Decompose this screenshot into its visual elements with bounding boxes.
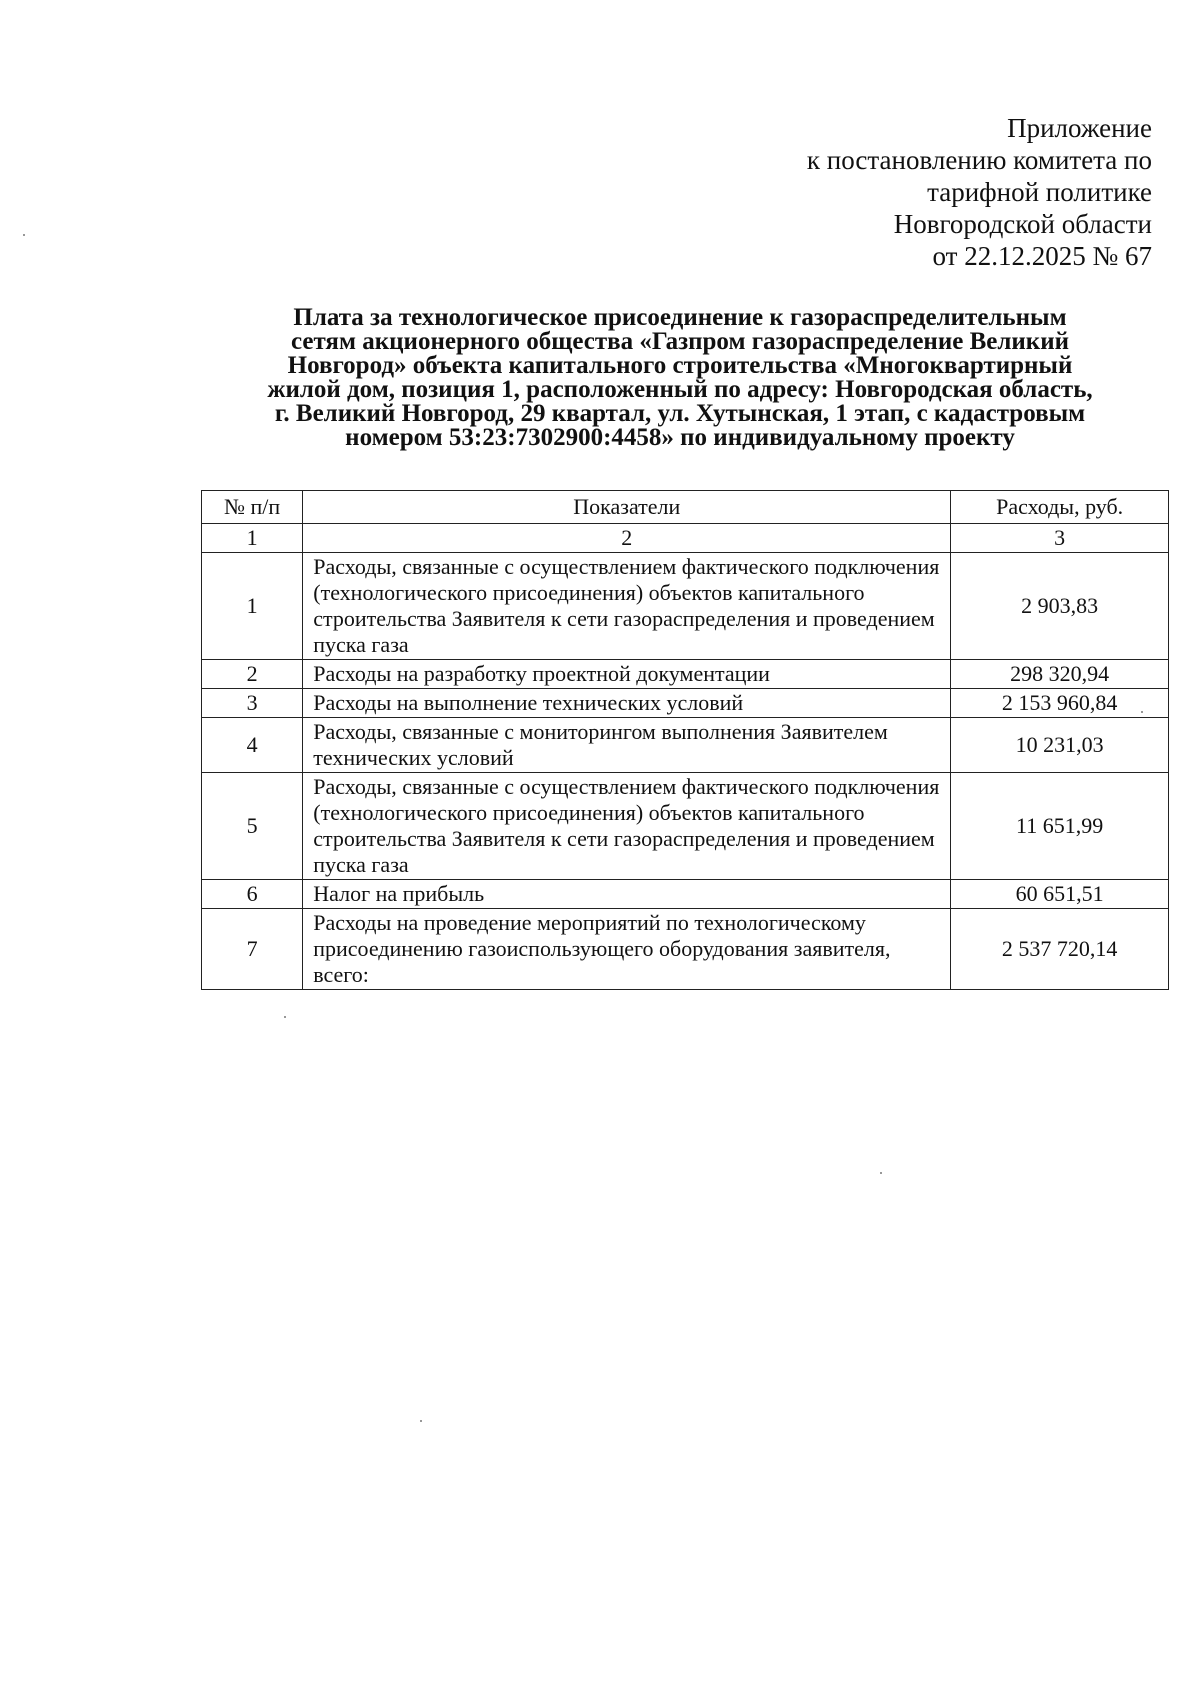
table-row [202, 689, 1169, 718]
scan-speck [284, 1016, 286, 1018]
table-index-row [202, 524, 1169, 553]
row-number: 3 [202, 689, 303, 718]
title-line: Плата за технологическое присоединение к газораспределительным [293, 304, 1067, 331]
index-cell: 2 [303, 524, 951, 553]
row-number: 6 [202, 880, 303, 909]
row-indicator: Расходы, связанные с мониторингом выполнения Заявителем технических условий [303, 718, 951, 773]
row-indicator: Расходы на разработку проектной документации [303, 660, 951, 689]
table-row [202, 773, 1169, 880]
title-line: г. Великий Новгород, 29 квартал, ул. Хутынская, 1 этап, с кадастровым [274, 400, 1086, 427]
title-line: Новгород» объекта капитального строительства «Многоквартирный [287, 352, 1073, 379]
table-row [202, 880, 1169, 909]
document-title [195, 306, 1165, 450]
row-indicator: Расходы на проведение мероприятий по технологическому присоединению газоиспользующего оборудования заявителя, всего: [303, 909, 951, 990]
row-number: 2 [202, 660, 303, 689]
scan-speck [23, 234, 25, 236]
row-expense: 60 651,51 [951, 880, 1169, 909]
appendix-line: Приложение [1007, 113, 1152, 143]
row-number: 7 [202, 909, 303, 990]
row-expense: 2 537 720,14 [951, 909, 1169, 990]
scan-speck [1141, 711, 1143, 713]
table-header-row [202, 491, 1169, 524]
row-indicator: Расходы, связанные с осуществлением фактического подключения (технологического присоединения) объектов капитального строительства Заявителя к сети газораспределения и проведением пуска газа [303, 773, 951, 880]
appendix-line: тарифной политике [927, 177, 1152, 207]
header-number: № п/п [202, 491, 303, 524]
row-number: 4 [202, 718, 303, 773]
scan-speck [420, 1420, 422, 1422]
table-row [202, 660, 1169, 689]
header-indicators: Показатели [303, 491, 951, 524]
appendix-line: к постановлению комитета по [806, 145, 1152, 175]
row-indicator: Расходы, связанные с осуществлением фактического подключения (технологического присоединения) объектов капитального строительства Заявителя к сети газораспределения и проведением пуска газа [303, 553, 951, 660]
appendix-line: Новгородской области [893, 209, 1152, 239]
table-row [202, 553, 1169, 660]
table-row [202, 718, 1169, 773]
header-expenses: Расходы, руб. [951, 491, 1169, 524]
appendix-block [807, 112, 1152, 272]
title-line: номером 53:23:7302900:4458» по индивидуальному проекту [345, 424, 1015, 451]
row-indicator: Расходы на выполнение технических условий [303, 689, 951, 718]
row-expense: 2 153 960,84 [951, 689, 1169, 718]
title-line: жилой дом, позиция 1, расположенный по адресу: Новгородская область, [267, 376, 1093, 403]
index-cell: 3 [951, 524, 1169, 553]
row-expense: 11 651,99 [951, 773, 1169, 880]
index-cell: 1 [202, 524, 303, 553]
costs-table [201, 490, 1169, 990]
row-indicator: Налог на прибыль [303, 880, 951, 909]
row-expense: 298 320,94 [951, 660, 1169, 689]
row-number: 5 [202, 773, 303, 880]
table-row [202, 909, 1169, 990]
row-expense: 10 231,03 [951, 718, 1169, 773]
row-expense: 2 903,83 [951, 553, 1169, 660]
scan-speck [880, 1172, 882, 1174]
appendix-line: от 22.12.2025 № 67 [932, 241, 1152, 271]
row-number: 1 [202, 553, 303, 660]
title-line: сетям акционерного общества «Газпром газораспределение Великий [290, 328, 1069, 355]
